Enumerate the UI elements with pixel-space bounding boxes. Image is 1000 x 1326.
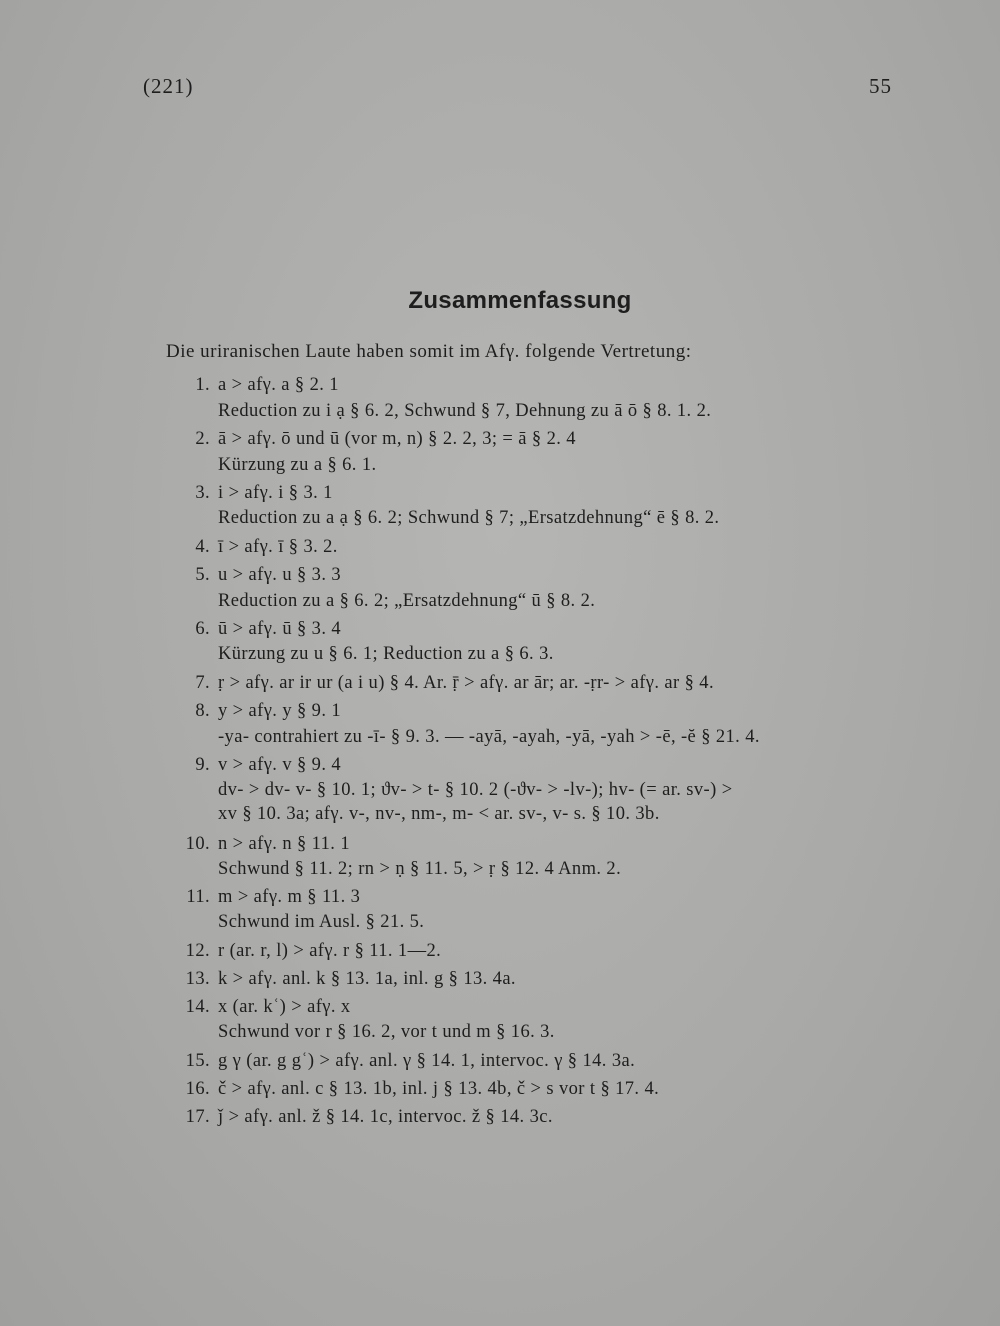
entry-line: Schwund vor r § 16. 2, vor t und m § 16. 3. (218, 1022, 555, 1042)
entry-number: 15. (185, 1051, 210, 1071)
entry-line: č > afγ. anl. c § 13. 1b, inl. j § 13. 4b, č > s vor t § 17. 4. (218, 1079, 660, 1099)
entry-number: 13. (185, 969, 210, 989)
entry-number: 3. (195, 483, 210, 503)
entry-line: u > afγ. u § 3. 3 (218, 565, 342, 585)
entry-line: m > afγ. m § 11. 3 (218, 887, 361, 907)
entry-line: i > afγ. i § 3. 1 (218, 483, 333, 503)
entry-number: 17. (185, 1107, 210, 1127)
entry-line: Kürzung zu a § 6. 1. (218, 455, 377, 475)
entry-line: k > afγ. anl. k § 13. 1a, inl. g § 13. 4a. (218, 969, 516, 989)
entry-line: Reduction zu a ạ § 6. 2; Schwund § 7; „Ersatzdehnung“ ē § 8. 2. (218, 508, 720, 528)
entry-number: 8. (195, 701, 210, 721)
entry-line: g γ (ar. g gʿ) > afγ. anl. γ § 14. 1, intervoc. γ § 14. 3a. (218, 1051, 636, 1071)
entry-line: r (ar. r, l) > afγ. r § 11. 1—2. (218, 941, 442, 961)
entry-line: x (ar. kʿ) > afγ. x (218, 997, 351, 1017)
entry-line: n > afγ. n § 11. 1 (218, 834, 350, 854)
entry-number: 16. (185, 1079, 210, 1099)
entry-line: Schwund § 11. 2; rn > ṇ § 11. 5, > ṛ § 12. 4 Anm. 2. (218, 859, 622, 879)
entry-line: Schwund im Ausl. § 21. 5. (218, 912, 425, 932)
entry-line: ī > afγ. ī § 3. 2. (218, 537, 338, 557)
entry-number: 14. (185, 997, 210, 1017)
entry-number: 10. (185, 834, 210, 854)
entry-line: -ya- contrahiert zu -ī- § 9. 3. — -ayā, -ayah, -yā, -yah > -ē, -ĕ § 21. 4. (218, 727, 760, 747)
page-number: 55 (869, 74, 892, 98)
entry-line: Reduction zu a § 6. 2; „Ersatzdehnung“ ū § 8. 2. (218, 591, 596, 611)
entry-line: Reduction zu i ạ § 6. 2, Schwund § 7, Dehnung zu ā ō § 8. 1. 2. (218, 401, 712, 421)
entry-line: v > afγ. v § 9. 4 (218, 755, 342, 775)
entry-line: Kürzung zu u § 6. 1; Reduction zu a § 6. 3. (218, 644, 554, 664)
entry-number: 12. (185, 941, 210, 961)
entry-number: 11. (186, 887, 210, 907)
entry-line: y > afγ. y § 9. 1 (218, 701, 342, 721)
entry-line: xv § 10. 3a; afγ. v-, nv-, nm-, m- < ar. sv-, v- s. § 10. 3b. (218, 804, 660, 824)
entry-line: ā > afγ. ō und ū (vor m, n) § 2. 2, 3; = ā § 2. 4 (218, 429, 576, 449)
entry-number: 5. (195, 565, 210, 585)
entry-line: dv- > dv- v- § 10. 1; ϑv- > t- § 10. 2 (-ϑv- > -lv-); hv- (= ar. sv-) > (218, 780, 733, 800)
entry-line: a > afγ. a § 2. 1 (218, 375, 339, 395)
entry-number: 1. (195, 375, 210, 395)
intro-paragraph: Die uriranischen Laute haben somit im Afγ. folgende Vertretung: (166, 341, 692, 362)
section-title: Zusammenfassung (408, 287, 632, 314)
entry-line: ū > afγ. ū § 3. 4 (218, 619, 342, 639)
page-reference-number: (221) (143, 74, 194, 98)
entry-number: 2. (195, 429, 210, 449)
entry-number: 9. (195, 755, 210, 775)
entry-number: 4. (195, 537, 210, 557)
entry-line: ṛ > afγ. ar ir ur (a i u) § 4. Ar. ṝ > afγ. ar ār; ar. -ṛr- > afγ. ar § 4. (218, 673, 714, 693)
entry-line: ǰ > afγ. anl. ž § 14. 1c, intervoc. ž § 14. 3c. (218, 1107, 553, 1127)
entry-number: 7. (195, 673, 210, 693)
entry-number: 6. (195, 619, 210, 639)
